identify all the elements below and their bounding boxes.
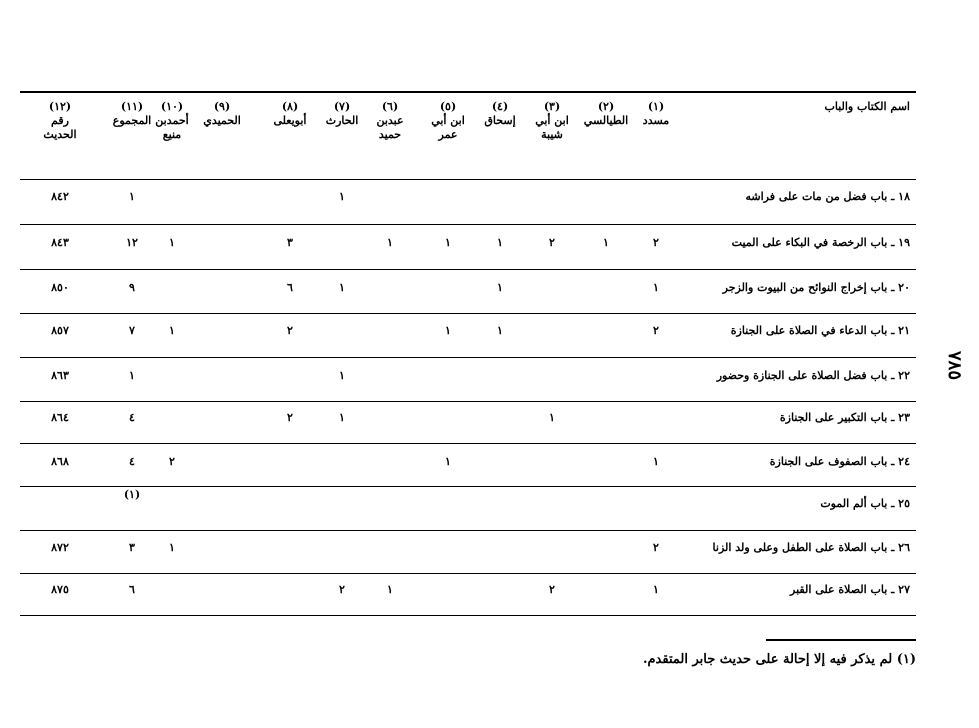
table-cell: ٨٧٢ xyxy=(51,541,69,554)
row-rule xyxy=(20,443,916,444)
column-number: (١١) xyxy=(120,100,144,113)
chapter-label: ١٨ ـ باب فضل من مات على فراشه xyxy=(745,190,910,203)
column-name: ابن أبي عمر xyxy=(431,114,465,141)
column-header xyxy=(630,100,682,128)
chapter-label: ٢٢ ـ باب فضل الصلاة على الجنازة وحضور xyxy=(716,369,910,382)
table-cell: ٨٦٤ xyxy=(51,411,69,424)
table-cell: ١ xyxy=(445,324,451,337)
column-header xyxy=(34,100,86,142)
chapter-label: ٢٧ ـ باب الصلاة على القبر xyxy=(790,583,910,596)
table-cell: ١ xyxy=(339,281,345,294)
table-cell: ١ xyxy=(497,324,503,337)
column-header xyxy=(364,100,416,142)
column-name: إسحاق xyxy=(484,114,516,127)
chapter-label: ٢١ ـ باب الدعاء في الصلاة على الجنازة xyxy=(730,324,910,337)
table-cell: ١ xyxy=(169,541,175,554)
column-header xyxy=(474,100,526,128)
table-cell: ٨٦٨ xyxy=(51,455,69,468)
table-cell: ١ xyxy=(169,324,175,337)
column-header xyxy=(106,100,158,128)
column-name: الحارث xyxy=(325,114,359,127)
table-cell: ١ xyxy=(549,411,555,424)
column-number: (١٠) xyxy=(160,100,184,113)
column-number: (١٢) xyxy=(48,100,72,113)
column-name: المجموع xyxy=(112,114,152,127)
row-rule xyxy=(20,357,916,358)
column-name: الطيالسي xyxy=(583,114,629,127)
table-cell: ١ xyxy=(653,583,659,596)
header-book-title: اسم الكتاب والباب xyxy=(824,100,910,113)
table-cell: ٢ xyxy=(169,455,175,468)
column-name: ابن أبي شيبة xyxy=(535,114,569,141)
table-bottom-rule xyxy=(20,615,916,616)
column-name: مسدد xyxy=(642,114,670,127)
column-header xyxy=(264,100,316,128)
column-number: (٨) xyxy=(281,100,299,113)
column-header xyxy=(526,100,578,142)
table-cell: ٨٤٣ xyxy=(51,236,69,249)
page-number: ٧٨٥ xyxy=(944,350,966,381)
footnote-rule xyxy=(766,639,916,641)
table-cell: ٧ xyxy=(129,324,135,337)
table-cell: ٢ xyxy=(653,541,659,554)
table-cell: ١ xyxy=(169,236,175,249)
chapter-label: ٢٥ ـ باب ألم الموت xyxy=(820,497,910,510)
column-name: الحميدي xyxy=(203,114,241,127)
table-cell: ١ xyxy=(653,281,659,294)
table-cell: (١) xyxy=(123,488,141,501)
column-header xyxy=(196,100,248,128)
table-cell: ٢ xyxy=(339,583,345,596)
column-number: (٣) xyxy=(543,100,561,113)
table-cell: ٢ xyxy=(549,583,555,596)
column-number: (٦) xyxy=(381,100,399,113)
table-cell: ١ xyxy=(445,236,451,249)
column-number: (٩) xyxy=(213,100,231,113)
row-rule xyxy=(20,269,916,270)
column-header xyxy=(580,100,632,128)
chapter-label: ٢٤ ـ باب الصفوف على الجنازة xyxy=(769,455,910,468)
column-name: أحمدبن منيع xyxy=(155,114,189,141)
table-cell: ٨٥٧ xyxy=(51,324,69,337)
table-cell: ١ xyxy=(653,455,659,468)
table-cell: ٢ xyxy=(653,324,659,337)
table-cell: ١٢ xyxy=(126,236,138,249)
table-cell: ٨٥٠ xyxy=(51,281,69,294)
table-cell: ٨٤٢ xyxy=(51,190,69,203)
table-cell: ٩ xyxy=(129,281,135,294)
column-number: (٧) xyxy=(333,100,351,113)
column-name: رقم الحديث xyxy=(43,114,77,141)
table-cell: ٨٦٣ xyxy=(51,369,69,382)
row-rule xyxy=(20,573,916,574)
table-cell: ٢ xyxy=(549,236,555,249)
column-name: عبدبن حميد xyxy=(376,114,404,141)
row-rule xyxy=(20,401,916,402)
table-cell: ٢ xyxy=(287,324,293,337)
chapter-label: ٢٠ ـ باب إخراج النوائح من البيوت والزجر xyxy=(722,281,910,294)
table-cell: ١ xyxy=(129,190,135,203)
row-rule xyxy=(20,530,916,531)
table-cell: ٤ xyxy=(129,411,135,424)
table-cell: ٤ xyxy=(129,455,135,468)
table-cell: ١ xyxy=(497,236,503,249)
table-cell: ٦ xyxy=(129,583,135,596)
table-cell: ١ xyxy=(339,369,345,382)
table-cell: ١ xyxy=(445,455,451,468)
column-header xyxy=(316,100,368,128)
chapter-label: ١٩ ـ باب الرخصة في البكاء على الميت xyxy=(731,236,910,249)
table-cell: ٨٧٥ xyxy=(51,583,69,596)
table-cell: ١ xyxy=(497,281,503,294)
row-rule xyxy=(20,224,916,225)
table-cell: ١ xyxy=(603,236,609,249)
table-cell: ١ xyxy=(339,190,345,203)
table-cell: ٢ xyxy=(653,236,659,249)
footnote: (١) لم يذكر فيه إلا إحالة على حديث جابر المتقدم. xyxy=(642,652,916,667)
column-header xyxy=(422,100,474,142)
chapter-label: ٢٣ ـ باب التكبير على الجنازة xyxy=(779,411,910,424)
table-cell: ١ xyxy=(129,369,135,382)
column-number: (٤) xyxy=(491,100,509,113)
column-number: (٥) xyxy=(439,100,457,113)
table-cell: ١ xyxy=(387,583,393,596)
table-cell: ١ xyxy=(387,236,393,249)
table-cell: ٢ xyxy=(287,411,293,424)
column-number: (١) xyxy=(647,100,665,113)
header-bottom-rule xyxy=(20,179,916,180)
table-cell: ٣ xyxy=(287,236,293,249)
table-cell: ٣ xyxy=(129,541,135,554)
chapter-label: ٢٦ ـ باب الصلاة على الطفل وعلى ولد الزنا xyxy=(712,541,910,554)
row-rule xyxy=(20,486,916,487)
table-top-rule xyxy=(20,91,916,93)
table-cell: ٦ xyxy=(287,281,293,294)
table-cell: ١ xyxy=(339,411,345,424)
row-rule xyxy=(20,313,916,314)
column-name: أبويعلى xyxy=(273,114,307,127)
column-number: (٢) xyxy=(597,100,615,113)
